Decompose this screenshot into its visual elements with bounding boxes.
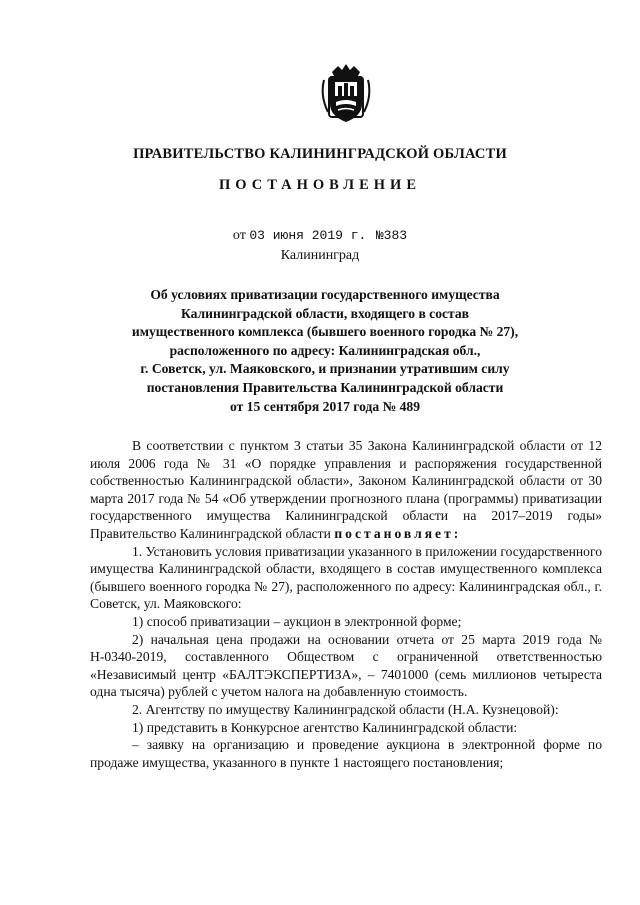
- paragraph-1-item-2: 2) начальная цена продажи на основании отчета от 25 марта 2019 года № Н-0340-2019, составленного Обществом с ограниченной ответственностью «Независимый центр «БАЛТЭКСПЕРТИЗА», – 7401000 (семь миллионов четыреста одна тысяча) рублей с учетом налога на добавленную стоимость.: [90, 631, 602, 700]
- coat-of-arms-icon: [318, 62, 374, 126]
- title-line: имущественного комплекса (бывшего военного городка № 27),: [131, 324, 519, 340]
- paragraph-2-item-1: 1) представить в Конкурсное агентство Калининградской области:: [132, 719, 518, 735]
- title-line: постановления Правительства Калининградской области: [146, 379, 504, 395]
- document-type: ПОСТАНОВЛЕНИЕ: [218, 177, 421, 193]
- document-number: №383: [375, 228, 408, 243]
- paragraph-1: 1. Установить условия приватизации указанного в приложении государственного имущества Калининградской области, входящего в состав имущественного комплекса (бывшего военного городка № 27), расположенного по адресу: Калининградская обл., г. Советск, ул. Маяковского:: [90, 543, 602, 612]
- city: Калининград: [280, 248, 360, 263]
- paragraph-2: 2. Агентству по имуществу Калининградской области (Н.А. Кузнецовой):: [132, 701, 559, 717]
- title-line: Калининградской области, входящего в состав: [180, 305, 470, 321]
- date-prefix: от: [232, 228, 246, 243]
- title-line: расположенного по адресу: Калининградская обл.,: [169, 342, 481, 358]
- document-title: [90, 286, 560, 416]
- paragraph-2-item-1-bullet: – заявку на организацию и проведение аукциона в электронной форме по продаже имущества, указанного в пункте 1 настоящего постановления;: [90, 737, 602, 770]
- title-line: г. Советск, ул. Маяковского, и признании утратившим силу: [140, 361, 510, 377]
- resolves-keyword: постановляет:: [334, 525, 462, 541]
- organization-name: ПРАВИТЕЛЬСТВО КАЛИНИНГРАДСКОЙ ОБЛАСТИ: [133, 146, 507, 162]
- title-line: Об условиях приватизации государственного имущества: [150, 287, 500, 302]
- document-body: [90, 437, 602, 771]
- paragraph-1-item-1: 1) способ приватизации – аукцион в электронной форме;: [132, 613, 462, 629]
- preamble-paragraph: [90, 437, 602, 543]
- title-line: от 15 сентября 2017 года № 489: [229, 398, 421, 414]
- date-value: 03 июня 2019 г.: [249, 228, 367, 243]
- document-date-line: [0, 228, 640, 244]
- preamble-text: В соответствии с пунктом 3 статьи 35 Закона Калининградской области от 12 июля 2006 года № 31 «О порядке управления и распоряжения государственной собственностью Калининградской области», Законом Калининградской области от 30 марта 2017 года № 54 «Об утверждении прогнозного плана (программы) приватизации государственного имущества Калининградской области на 2017–2019 годы» Правительство Калининградской области: [90, 438, 602, 541]
